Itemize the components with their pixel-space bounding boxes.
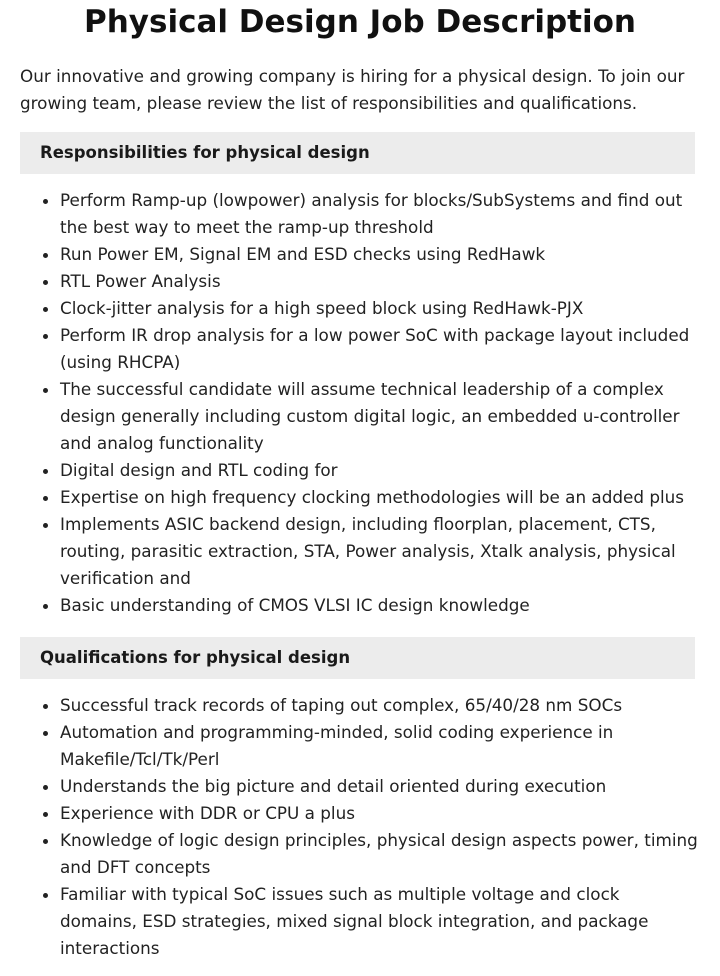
list-item: Implements ASIC backend design, including floorplan, placement, CTS, routing, parasitic extraction, STA, Power analysis, Xtalk analysis, physical verification and [60, 511, 700, 592]
list-item: The successful candidate will assume technical leadership of a complex design generally including custom digital logic, an embedded u-controller and analog functionality [60, 376, 700, 457]
responsibilities-list [20, 187, 700, 619]
qualifications-heading: Qualifications for physical design [20, 637, 695, 679]
list-item: Run Power EM, Signal EM and ESD checks using RedHawk [60, 241, 700, 268]
qualifications-list [20, 692, 700, 962]
responsibilities-heading: Responsibilities for physical design [20, 132, 695, 174]
list-item: Knowledge of logic design principles, physical design aspects power, timing and DFT concepts [60, 827, 700, 881]
list-item: Digital design and RTL coding for [60, 457, 700, 484]
list-item: Perform IR drop analysis for a low power SoC with package layout included (using RHCPA) [60, 322, 700, 376]
list-item: Expertise on high frequency clocking methodologies will be an added plus [60, 484, 700, 511]
list-item: RTL Power Analysis [60, 268, 700, 295]
list-item: Basic understanding of CMOS VLSI IC design knowledge [60, 592, 700, 619]
list-item: Successful track records of taping out complex, 65/40/28 nm SOCs [60, 692, 700, 719]
list-item: Understands the big picture and detail oriented during execution [60, 773, 700, 800]
list-item: Familiar with typical SoC issues such as multiple voltage and clock domains, ESD strategies, mixed signal block integration, and package interactions [60, 881, 700, 962]
intro-paragraph: Our innovative and growing company is hiring for a physical design. To join our growing team, please review the list of responsibilities and qualifications. [20, 66, 685, 113]
page-title: Physical Design Job Description [84, 4, 636, 40]
list-item: Clock-jitter analysis for a high speed block using RedHawk-PJX [60, 295, 700, 322]
list-item: Automation and programming-minded, solid coding experience in Makefile/Tcl/Tk/Perl [60, 719, 700, 773]
list-item: Experience with DDR or CPU a plus [60, 800, 700, 827]
list-item: Perform Ramp-up (lowpower) analysis for blocks/SubSystems and find out the best way to meet the ramp-up threshold [60, 187, 700, 241]
